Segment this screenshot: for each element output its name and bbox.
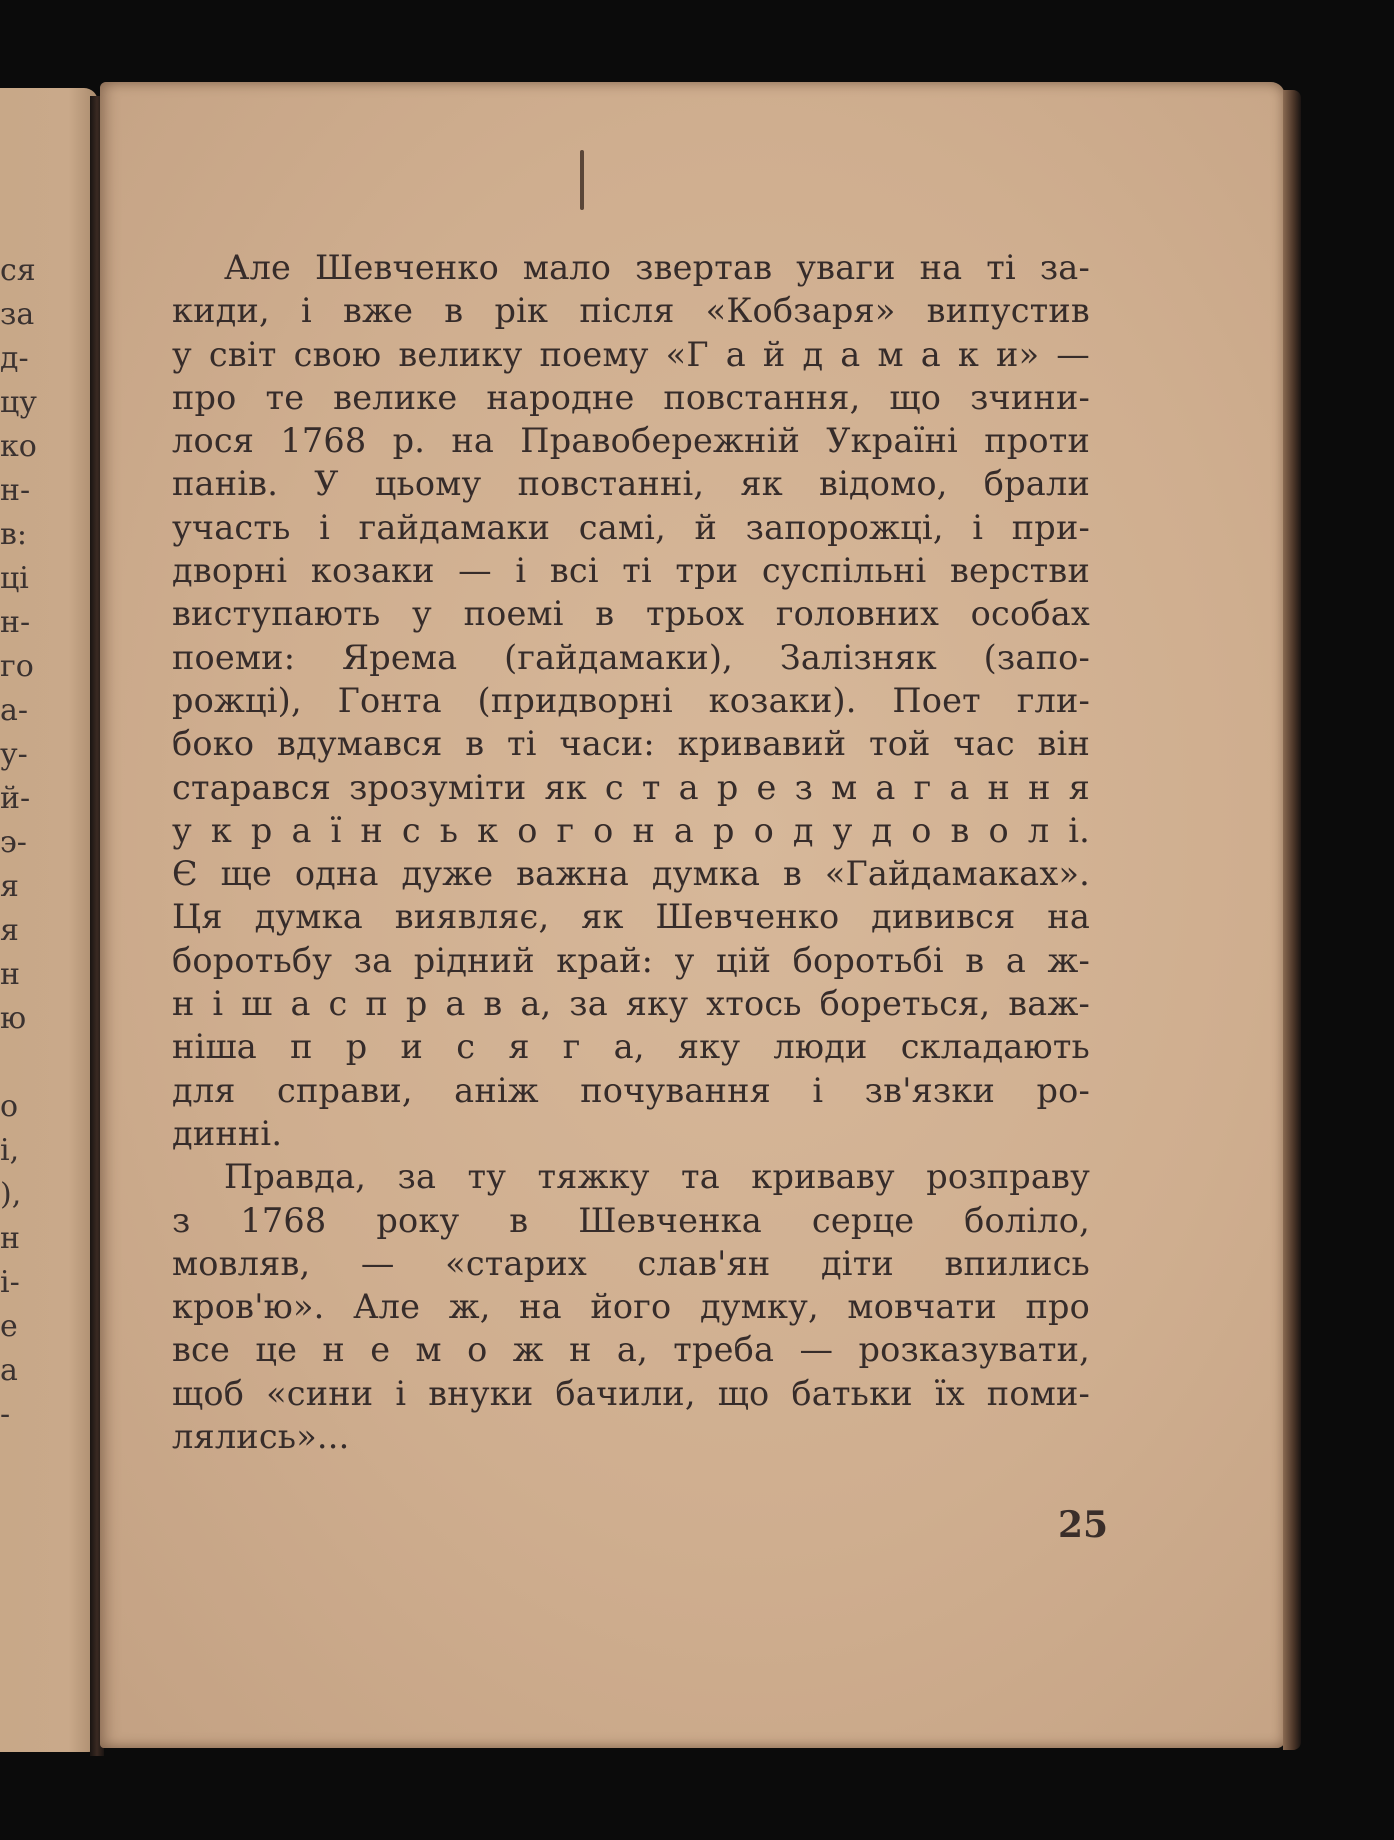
left-fragment: ці [0, 561, 29, 596]
text-line: лося 1768 р. на Правобережній Україні проти [172, 421, 1090, 461]
page-text [172, 246, 1090, 1458]
left-fragment: - [0, 1397, 11, 1432]
text-line: дворні козаки — і всі ті три суспільні верстви [172, 551, 1090, 591]
left-fragment: ся [0, 253, 36, 288]
text-line: боко вдумався в ті часи: кривавий той час він [172, 724, 1090, 764]
left-fragment: в: [0, 517, 27, 552]
text-line: динні. [172, 1113, 283, 1153]
page-number: 25 [1058, 1504, 1109, 1546]
left-fragment: й- [0, 781, 31, 816]
text-line: лялись»... [172, 1417, 350, 1457]
left-fragment: у- [0, 737, 28, 772]
text-line: у світ свою велику поему «Г а й д а м а к и» — [172, 334, 1090, 374]
text-line: щоб «сини і внуки бачили, що батьки їх поми- [172, 1373, 1090, 1413]
text-line: Але Шевченко мало звертав уваги на ті за- [224, 248, 1090, 287]
left-fragment: а [0, 1353, 18, 1388]
left-fragment: н- [0, 605, 31, 640]
left-fragment: і, [0, 1133, 20, 1168]
text-line: про те велике народне повстання, що зчини- [172, 377, 1090, 417]
text-line: виступають у поемі в трьох головних особах [172, 594, 1090, 634]
left-fragment: н- [0, 473, 31, 508]
page-tear-mark [580, 150, 584, 210]
text-line: для справи, аніж почування і зв'язки ро- [172, 1070, 1090, 1110]
page-edge [1283, 90, 1301, 1750]
text-line: мовляв, — «старих слав'ян діти впились [172, 1243, 1090, 1283]
text-line: Є ще одна дуже важна думка в «Гайдамаках». [172, 854, 1090, 894]
left-fragment: ), [0, 1177, 22, 1212]
left-fragment: н [0, 957, 20, 992]
text-line: ніша п р и с я г а, яку люди складають [172, 1027, 1090, 1067]
text-line: Ця думка виявляє, як Шевченко дивився на [172, 897, 1090, 937]
left-fragment: э- [0, 825, 27, 860]
text-line: у к р а ї н с ь к о г о н а р о д у д о в о л і. [172, 810, 1090, 850]
left-fragment: і- [0, 1265, 20, 1300]
left-fragment: я [0, 869, 19, 904]
left-fragment: цу [0, 385, 37, 420]
text-line: участь і гайдамаки самі, й запорожці, і при- [172, 507, 1090, 547]
left-fragment: д- [0, 341, 29, 376]
text-line: киди, і вже в рік після «Кобзаря» випустив [172, 291, 1090, 331]
text-line: з 1768 року в Шевченка серце боліло, [172, 1200, 1090, 1240]
left-fragment: за [0, 297, 35, 332]
left-fragment: е [0, 1309, 18, 1344]
text-line: все це н е м о ж н а, треба — розказувати, [172, 1330, 1090, 1370]
text-line: старався зрозуміти як с т а р е з м а г а н н я [172, 767, 1090, 807]
text-line: боротьбу за рідний край: у цій боротьбі в а ж- [172, 940, 1090, 980]
text-line: рожці), Гонта (придворні козаки). Поет гли- [172, 680, 1090, 720]
left-fragment: ю [0, 1001, 27, 1036]
text-line: кров'ю». Але ж, на його думку, мовчати про [172, 1287, 1090, 1327]
previous-page-edge [0, 88, 98, 1752]
left-fragment: н [0, 1221, 20, 1256]
left-fragment: ко [0, 429, 37, 464]
left-fragment: го [0, 649, 34, 684]
text-line: Правда, за ту тяжку та криваву розправу [224, 1157, 1090, 1197]
left-fragment: а- [0, 693, 29, 728]
text-line: панів. У цьому повстанні, як відомо, брали [172, 464, 1090, 504]
text-line: поеми: Ярема (гайдамаки), Залізняк (запо- [172, 637, 1090, 677]
text-line: н і ш а с п р а в а, за яку хтось бореться, важ- [172, 984, 1090, 1024]
left-fragment: я [0, 913, 19, 948]
left-fragment: о [0, 1089, 19, 1124]
